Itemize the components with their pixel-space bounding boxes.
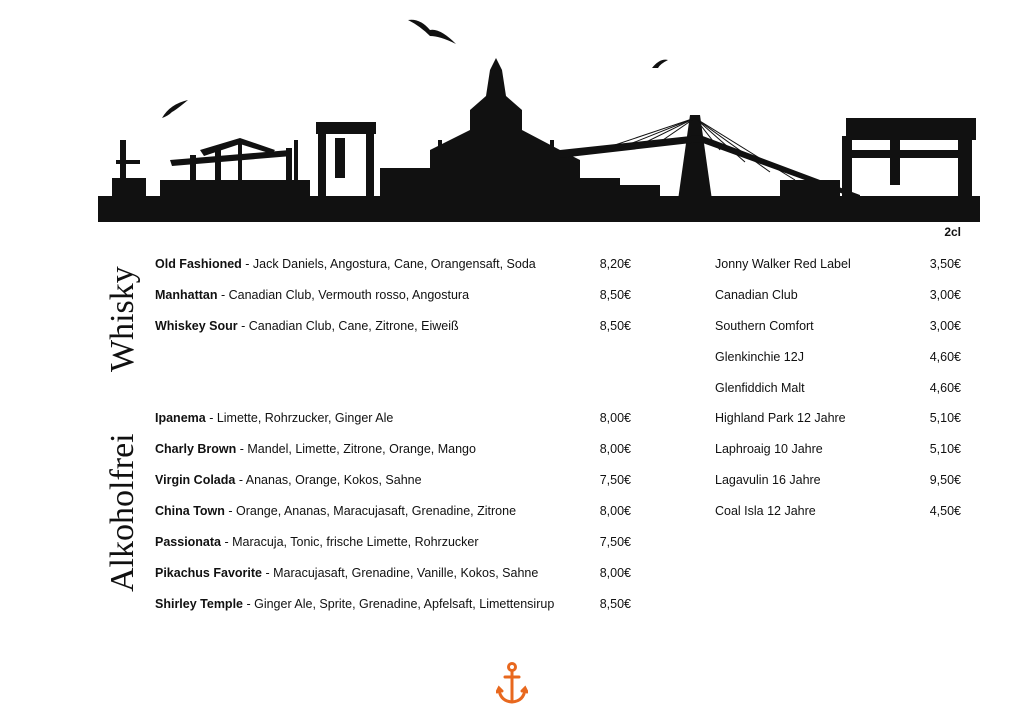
skyline-icon — [0, 0, 1024, 230]
item-desc: - Orange, Ananas, Maracujasaft, Grenadine, Zitrone — [224, 504, 517, 518]
whisky-item-price: 5,10€ — [929, 411, 961, 425]
menu-item — [155, 532, 479, 552]
item-name: China Town — [155, 504, 225, 518]
menu-item — [155, 439, 476, 459]
item-name: Pikachus Favorite — [155, 566, 262, 580]
whisky-item-price: 4,60€ — [929, 381, 961, 395]
whisky-item-price: 4,50€ — [929, 504, 961, 518]
item-price: 8,00€ — [599, 566, 631, 580]
menu-item — [155, 501, 516, 521]
whisky-item-price: 3,00€ — [929, 319, 961, 333]
item-desc: - Ginger Ale, Sprite, Grenadine, Apfelsaft, Limettensirup — [243, 597, 555, 611]
item-price: 8,00€ — [599, 442, 631, 456]
item-price: 7,50€ — [599, 535, 631, 549]
item-name: Ipanema — [155, 411, 206, 425]
whisky-item-price: 4,60€ — [929, 350, 961, 364]
anchor-icon — [496, 661, 528, 707]
whisky-item-name: Highland Park 12 Jahre — [715, 411, 846, 425]
menu-item — [155, 563, 538, 583]
whisky-item-price: 3,00€ — [929, 288, 961, 302]
size-header: 2cl — [944, 225, 961, 239]
item-desc: - Ananas, Orange, Kokos, Sahne — [235, 473, 422, 487]
item-price: 7,50€ — [599, 473, 631, 487]
whisky-item-price: 3,50€ — [929, 257, 961, 271]
whisky-item-name: Coal Isla 12 Jahre — [715, 504, 816, 518]
menu-item — [155, 316, 459, 336]
menu-item — [155, 254, 536, 274]
item-desc: - Canadian Club, Vermouth rosso, Angostura — [217, 288, 470, 302]
item-desc: - Maracujasaft, Grenadine, Vanille, Kokos, Sahne — [262, 566, 539, 580]
item-desc: - Canadian Club, Cane, Zitrone, Eiweiß — [237, 319, 459, 333]
whisky-item-name: Southern Comfort — [715, 319, 814, 333]
item-price: 8,50€ — [599, 288, 631, 302]
item-desc: - Mandel, Limette, Zitrone, Orange, Mango — [236, 442, 476, 456]
item-desc: - Maracuja, Tonic, frische Limette, Rohrzucker — [221, 535, 479, 549]
section-title-alkoholfrei: Alkoholfrei — [104, 433, 141, 592]
item-price: 8,50€ — [599, 319, 631, 333]
item-name: Virgin Colada — [155, 473, 236, 487]
item-name: Whiskey Sour — [155, 319, 238, 333]
item-price: 8,50€ — [599, 597, 631, 611]
whisky-item-name: Canadian Club — [715, 288, 798, 302]
menu-item — [155, 470, 422, 490]
item-price: 8,00€ — [599, 411, 631, 425]
item-name: Manhattan — [155, 288, 218, 302]
item-price: 8,20€ — [599, 257, 631, 271]
item-name: Charly Brown — [155, 442, 237, 456]
menu-item — [155, 408, 393, 428]
whisky-item-name: Glenkinchie 12J — [715, 350, 804, 364]
menu-item — [155, 285, 469, 305]
item-desc: - Limette, Rohrzucker, Ginger Ale — [205, 411, 394, 425]
item-desc: - Jack Daniels, Angostura, Cane, Orangensaft, Soda — [241, 257, 536, 271]
whisky-item-name: Jonny Walker Red Label — [715, 257, 851, 271]
whisky-item-name: Glenfiddich Malt — [715, 381, 805, 395]
whisky-item-price: 5,10€ — [929, 442, 961, 456]
item-name: Old Fashioned — [155, 257, 242, 271]
item-price: 8,00€ — [599, 504, 631, 518]
whisky-item-name: Laphroaig 10 Jahre — [715, 442, 823, 456]
whisky-item-name: Lagavulin 16 Jahre — [715, 473, 821, 487]
whisky-item-price: 9,50€ — [929, 473, 961, 487]
item-name: Shirley Temple — [155, 597, 243, 611]
menu-item — [155, 594, 554, 614]
item-name: Passionata — [155, 535, 222, 549]
section-title-whisky: Whisky — [104, 266, 141, 372]
